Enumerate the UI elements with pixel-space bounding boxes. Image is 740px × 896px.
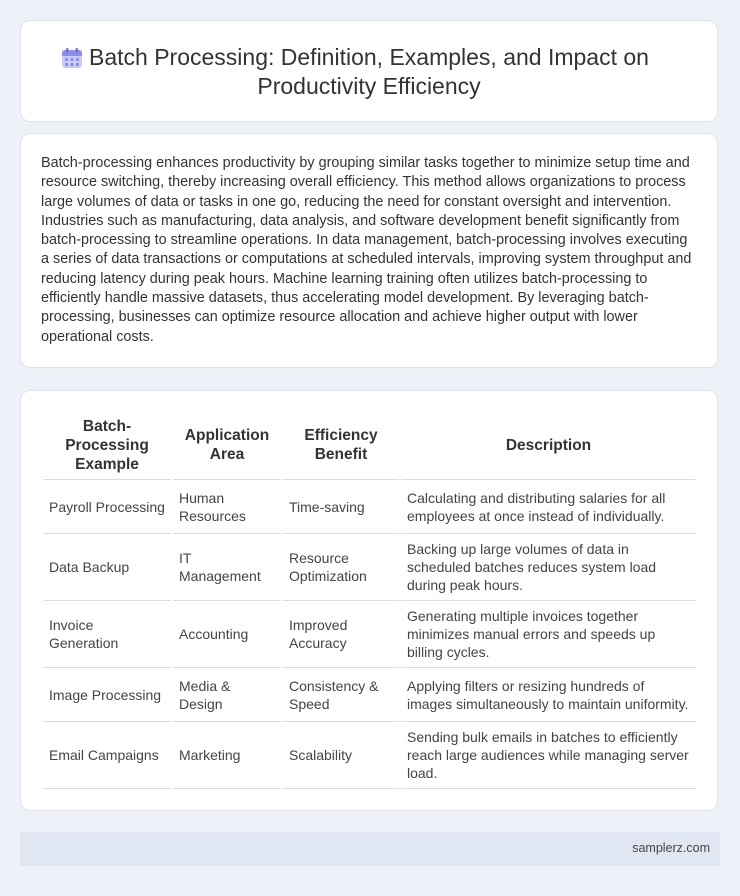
- cell-area: Media & Design: [173, 668, 281, 722]
- cell-description: Applying filters or resizing hundreds of images simultaneously to maintain uniformity.: [401, 668, 696, 722]
- table-row: [43, 480, 696, 534]
- cell-benefit: Scalability: [283, 722, 399, 789]
- cell-area: IT Management: [173, 534, 281, 601]
- title-card: [20, 20, 718, 122]
- page-title: Batch Processing: Definition, Examples, and Impact on Productivity Efficiency: [89, 44, 649, 99]
- header-description: Description: [401, 411, 696, 480]
- cell-example: Image Processing: [43, 668, 171, 722]
- cell-description: Generating multiple invoices together minimizes manual errors and speeds up billing cycles.: [401, 601, 696, 668]
- table-row: [43, 601, 696, 668]
- cell-area: Human Resources: [173, 480, 281, 534]
- cell-description: Sending bulk emails in batches to efficiently reach large audiences while managing server load.: [401, 722, 696, 789]
- header-efficiency-benefit: Efficiency Benefit: [283, 411, 399, 480]
- footer: [20, 832, 720, 866]
- cell-area: Accounting: [173, 601, 281, 668]
- table-card: [20, 390, 718, 811]
- cell-benefit: Consistency & Speed: [283, 668, 399, 722]
- examples-table: [41, 411, 698, 789]
- cell-benefit: Resource Optimization: [283, 534, 399, 601]
- header-example: Batch-Processing Example: [43, 411, 171, 480]
- cell-benefit: Improved Accuracy: [283, 601, 399, 668]
- cell-example: Payroll Processing: [43, 480, 171, 534]
- table-row: [43, 534, 696, 601]
- cell-description: Backing up large volumes of data in scheduled batches reduces system load during peak hours.: [401, 534, 696, 601]
- table-row: [43, 722, 696, 789]
- intro-paragraph: Batch-processing enhances productivity by grouping similar tasks together to minimize setup time and resource switching, thereby increasing overall efficiency. This method allows organizations to process large volumes of data or tasks in one go, reducing the need for constant oversight and intervention. Industries such as manufacturing, data analysis, and software development benefit significantly from batch-processing to streamline operations. In data management, batch-processing involves executing a series of data transactions or computations at scheduled intervals, improving system throughput and reducing latency during peak hours. Machine learning training often utilizes batch-processing to efficiently handle massive datasets, thus accelerating model development. By leveraging batch-processing, businesses can optimize resource allocation and achieve higher output with lower operational costs.: [41, 155, 692, 345]
- footer-site-link[interactable]: samplerz.com: [632, 841, 710, 855]
- table-header-row: [43, 411, 696, 480]
- cell-example: Invoice Generation: [43, 601, 171, 668]
- intro-card: [20, 133, 718, 368]
- cell-example: Email Campaigns: [43, 722, 171, 789]
- cell-area: Marketing: [173, 722, 281, 789]
- cell-description: Calculating and distributing salaries for all employees at once instead of individually.: [401, 480, 696, 534]
- header-application-area: Application Area: [173, 411, 281, 480]
- table-row: [43, 668, 696, 722]
- cell-benefit: Time-saving: [283, 480, 399, 534]
- cell-example: Data Backup: [43, 534, 171, 601]
